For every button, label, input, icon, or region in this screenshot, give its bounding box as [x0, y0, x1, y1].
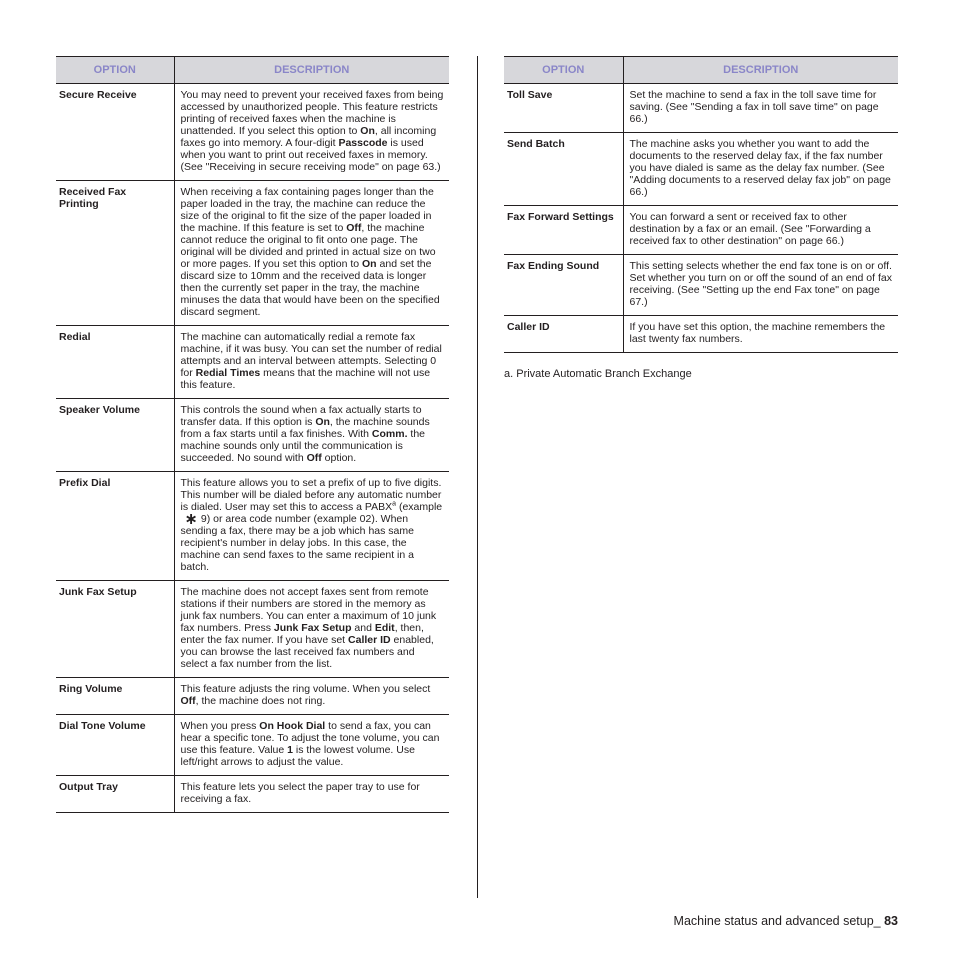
- description-text: This feature lets you select the paper tray to use for receiving a fax.: [180, 781, 420, 805]
- option-description: [174, 776, 449, 813]
- description-text: The machine asks you whether you want to add the documents to the reserved delay fax, if the fax number you have dialed is same as the delay fax number. (See "Adding documents to a reserved delay fax job" on page 66.): [629, 138, 891, 198]
- option-description: [174, 399, 449, 472]
- emphasis-text: 1: [287, 744, 293, 756]
- table-row: [504, 206, 898, 255]
- description-text: to send a fax, you can hear a specific tone. To adjust the tone volume, you can use this feature. Value: [180, 720, 440, 756]
- option-description: [174, 472, 449, 581]
- emphasis-text: Edit: [374, 622, 395, 634]
- column-divider: [477, 56, 478, 898]
- options-body-right: [504, 84, 898, 353]
- table-row: [56, 678, 449, 715]
- table-row: [504, 255, 898, 316]
- description-text: and set the discard size to 10mm and the received data is longer then the currently set paper in the tray, the machine minuses the data that would have been on the specified discard segment.: [180, 258, 440, 318]
- emphasis-text: On: [315, 416, 330, 428]
- option-name: Send Batch: [504, 133, 623, 206]
- description-text: This feature allows you to set a prefix of up to five digits. This number will be dialed before any automatic number is dialed. User may set this to access a PABX: [180, 477, 442, 513]
- emphasis-text: Off: [180, 695, 196, 707]
- emphasis-text: On: [360, 125, 375, 137]
- option-name: Toll Save: [504, 84, 623, 133]
- table-header-row: [56, 57, 449, 84]
- option-name: Ring Volume: [56, 678, 174, 715]
- table-row: [56, 181, 449, 326]
- option-name: Prefix Dial: [56, 472, 174, 581]
- page-number: 83: [884, 914, 898, 928]
- asterisk-icon: ∗: [184, 511, 198, 528]
- emphasis-text: Caller ID: [348, 634, 391, 646]
- option-name: Caller ID: [504, 316, 623, 353]
- description-text: Set the machine to send a fax in the toll save time for saving. (See "Sending a fax in toll save time" on page 66.): [629, 89, 879, 125]
- emphasis-text: Off: [346, 222, 362, 234]
- emphasis-text: Off: [306, 452, 322, 464]
- header-option: OPTION: [56, 57, 174, 84]
- description-text: (example: [396, 501, 443, 513]
- emphasis-text: Passcode: [338, 137, 388, 149]
- header-description: DESCRIPTION: [174, 57, 449, 84]
- option-description: [174, 326, 449, 399]
- option-name: Received Fax Printing: [56, 181, 174, 326]
- page-footer: [674, 914, 898, 928]
- description-text: , all incoming faxes go into memory. A four-digit: [180, 125, 437, 149]
- option-name: Fax Forward Settings: [504, 206, 623, 255]
- description-text: , the machine does not ring.: [195, 695, 326, 707]
- option-name: Speaker Volume: [56, 399, 174, 472]
- description-text: If you have set this option, the machine remembers the last twenty fax numbers.: [629, 321, 886, 345]
- description-text: , the machine sounds from a fax starts until a fax finishes. With: [180, 416, 430, 440]
- description-text: the machine sounds only until the communication is succeeded. No sound with: [180, 428, 426, 464]
- table-header-row: [504, 57, 898, 84]
- table-row: [56, 472, 449, 581]
- description-text: Set whether you turn on or off the sound of an end of fax receiving. (See "Setting up the end Fax tone" on page 67.): [629, 272, 892, 308]
- option-description: [174, 84, 449, 181]
- footer-section-title: Machine status and advanced setup_: [673, 914, 885, 928]
- table-row: [504, 84, 898, 133]
- description-text: You may need to prevent your received faxes from being accessed by unauthorized people. This feature restricts printing of received faxes when the machine is unattended. If you select this option to: [180, 89, 444, 137]
- option-description: [623, 316, 898, 353]
- description-text: This setting selects whether the end fax tone is on or off.: [629, 260, 892, 272]
- description-text: The machine can automatically redial a remote fax machine, if it was busy. You can set the number of redial attempts and an interval between attempts. Selecting 0 for: [180, 331, 442, 379]
- option-description: [623, 84, 898, 133]
- table-row: [56, 776, 449, 813]
- emphasis-text: Junk Fax Setup: [273, 622, 352, 634]
- description-text: , then, enter the fax numer. If you have set: [180, 622, 424, 646]
- option-description: [174, 181, 449, 326]
- option-description: [623, 206, 898, 255]
- option-description: [174, 678, 449, 715]
- emphasis-text: On Hook Dial: [259, 720, 326, 732]
- option-name: Output Tray: [56, 776, 174, 813]
- table-row: [56, 581, 449, 678]
- options-body-left: [56, 84, 449, 813]
- description-text: and: [351, 622, 375, 634]
- footnote-marker: a: [392, 500, 397, 508]
- description-text: enabled, you can browse the last received fax numbers and select a fax number from the list.: [180, 634, 434, 670]
- option-name: Dial Tone Volume: [56, 715, 174, 776]
- table-row: [56, 84, 449, 181]
- description-text: is used when you want to print out received faxes in memory. (See "Receiving in secure receiving mode" on page 63.): [180, 137, 441, 173]
- table-row: [56, 715, 449, 776]
- option-name: Secure Receive: [56, 84, 174, 181]
- header-option: OPTION: [504, 57, 623, 84]
- options-table-right: [504, 56, 898, 353]
- option-description: [623, 133, 898, 206]
- description-text: You can forward a sent or received fax to other destination by a fax or an email. (See "Forwarding a received fax to other destination" on page 66.): [629, 211, 871, 247]
- header-description: DESCRIPTION: [623, 57, 898, 84]
- description-text: This feature adjusts the ring volume. When you select: [180, 683, 431, 695]
- options-table-left: [56, 56, 449, 813]
- table-row: [504, 133, 898, 206]
- footnote: a. Private Automatic Branch Exchange: [504, 368, 692, 380]
- option-name: Junk Fax Setup: [56, 581, 174, 678]
- description-text: means that the machine will not use this feature.: [180, 367, 431, 391]
- description-text: , the machine cannot reduce the original to fit onto one page. The original will be divided and printed in actual size on two or more pages. If you set this option to: [180, 222, 436, 270]
- table-row: [504, 316, 898, 353]
- description-text: This controls the sound when a fax actually starts to transfer data. If this option is: [180, 404, 422, 428]
- description-text: option.: [321, 452, 357, 464]
- emphasis-text: Comm.: [371, 428, 408, 440]
- description-text: When receiving a fax containing pages longer than the paper loaded in the tray, the machine can reduce the size of the original to fit the size of the paper loaded in the machine. If this feature is set to: [180, 186, 434, 234]
- emphasis-text: Redial Times: [195, 367, 261, 379]
- description-text: 9) or area code number (example 02). When sending a fax, there may be a job which has same recipient's number in delay jobs. In this case, the machine can send faxes to the same recipient in a batch.: [180, 513, 414, 573]
- option-description: [623, 255, 898, 316]
- option-description: [174, 581, 449, 678]
- table-row: [56, 399, 449, 472]
- option-name: Fax Ending Sound: [504, 255, 623, 316]
- description-text: When you press: [180, 720, 260, 732]
- option-name: Redial: [56, 326, 174, 399]
- option-description: [174, 715, 449, 776]
- emphasis-text: On: [362, 258, 377, 270]
- table-row: [56, 326, 449, 399]
- description-text: The machine does not accept faxes sent from remote stations if their numbers are stored in the memory as junk fax numbers. You can enter a maximum of 10 junk fax numbers. Press: [180, 586, 437, 634]
- description-text: is the lowest volume. Use left/right arrows to adjust the value.: [180, 744, 415, 768]
